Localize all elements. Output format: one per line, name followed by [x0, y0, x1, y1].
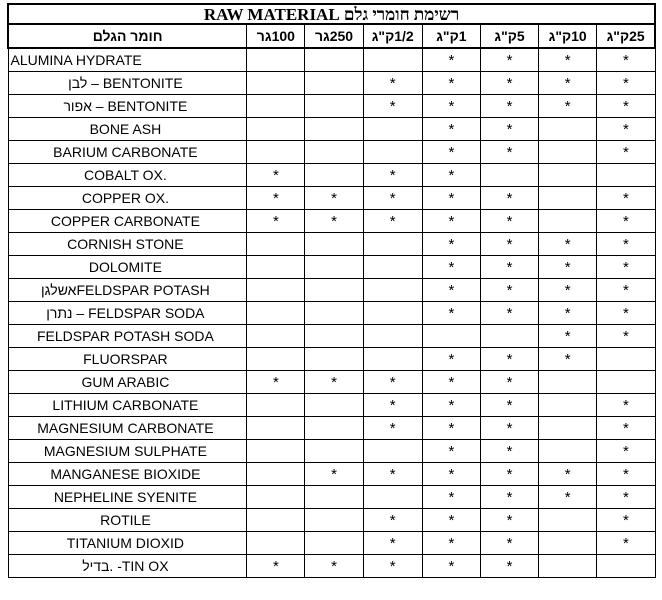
availability-cell	[363, 232, 422, 255]
availability-cell: *	[363, 209, 422, 232]
availability-cell	[597, 347, 655, 370]
availability-cell: *	[247, 370, 305, 393]
availability-cell: *	[480, 462, 538, 485]
availability-cell: *	[597, 117, 655, 140]
availability-cell	[422, 324, 480, 347]
availability-cell	[305, 393, 363, 416]
availability-cell: *	[539, 278, 597, 301]
availability-cell	[305, 324, 363, 347]
availability-cell	[247, 508, 305, 531]
availability-cell	[480, 163, 538, 186]
availability-cell	[305, 485, 363, 508]
availability-cell	[539, 416, 597, 439]
availability-cell: *	[422, 278, 480, 301]
availability-cell	[539, 554, 597, 577]
availability-cell: *	[480, 370, 538, 393]
availability-cell: *	[480, 485, 538, 508]
table-row	[8, 71, 655, 94]
availability-cell	[305, 71, 363, 94]
availability-cell: *	[539, 232, 597, 255]
availability-cell: *	[539, 301, 597, 324]
availability-cell	[539, 531, 597, 554]
availability-cell	[480, 324, 538, 347]
availability-cell: *	[597, 48, 655, 71]
availability-cell: *	[597, 324, 655, 347]
availability-cell: *	[480, 117, 538, 140]
availability-cell: *	[363, 508, 422, 531]
table-row	[8, 163, 655, 186]
availability-cell: *	[363, 71, 422, 94]
availability-cell: *	[422, 370, 480, 393]
availability-cell	[539, 140, 597, 163]
availability-cell: *	[597, 439, 655, 462]
material-name: MAGNESIUM CARBONATE	[8, 416, 247, 439]
availability-cell: *	[480, 255, 538, 278]
table-row	[8, 232, 655, 255]
availability-cell	[305, 140, 363, 163]
table-row	[8, 209, 655, 232]
material-name: לבן – BENTONITE	[8, 71, 247, 94]
table-row	[8, 554, 655, 577]
availability-cell: *	[539, 462, 597, 485]
material-name: NEPHELINE SYENITE	[8, 485, 247, 508]
availability-cell: *	[597, 186, 655, 209]
availability-cell: *	[247, 186, 305, 209]
availability-cell: *	[539, 48, 597, 71]
availability-cell	[247, 71, 305, 94]
availability-cell: *	[480, 94, 538, 117]
availability-cell: *	[422, 531, 480, 554]
availability-cell: *	[480, 48, 538, 71]
availability-cell: *	[597, 393, 655, 416]
table-row	[8, 370, 655, 393]
availability-cell	[305, 94, 363, 117]
header-quantity: 1ק"ג	[422, 24, 480, 48]
availability-cell: *	[597, 508, 655, 531]
availability-cell	[539, 439, 597, 462]
availability-cell: *	[480, 554, 538, 577]
availability-cell: *	[422, 485, 480, 508]
availability-cell: *	[539, 71, 597, 94]
availability-cell: *	[539, 347, 597, 370]
availability-cell: *	[422, 462, 480, 485]
availability-cell: *	[422, 209, 480, 232]
material-name: אפור – BENTONITE	[8, 94, 247, 117]
availability-cell: *	[480, 393, 538, 416]
availability-cell: *	[480, 416, 538, 439]
material-name: LITHIUM CARBONATE	[8, 393, 247, 416]
availability-cell: *	[422, 301, 480, 324]
availability-cell: *	[480, 186, 538, 209]
availability-cell: *	[597, 301, 655, 324]
availability-cell	[539, 393, 597, 416]
table-header-row	[8, 24, 655, 48]
availability-cell: *	[480, 140, 538, 163]
material-name: COBALT OX.	[8, 163, 247, 186]
availability-cell	[305, 439, 363, 462]
availability-cell: *	[422, 232, 480, 255]
availability-cell: *	[422, 393, 480, 416]
material-name: COPPER OX.	[8, 186, 247, 209]
table-row	[8, 485, 655, 508]
availability-cell: *	[597, 255, 655, 278]
availability-cell	[247, 94, 305, 117]
availability-cell	[247, 347, 305, 370]
availability-cell: *	[597, 531, 655, 554]
availability-cell	[305, 347, 363, 370]
availability-cell	[363, 117, 422, 140]
availability-cell	[597, 163, 655, 186]
availability-cell: *	[363, 462, 422, 485]
availability-cell: *	[422, 554, 480, 577]
availability-cell	[363, 48, 422, 71]
availability-cell: *	[247, 554, 305, 577]
material-name: נתרן – FELDSPAR SODA	[8, 301, 247, 324]
material-name: FLUORSPAR	[8, 347, 247, 370]
material-name: ALUMINA HYDRATE	[8, 48, 247, 71]
availability-cell	[305, 48, 363, 71]
availability-cell: *	[305, 462, 363, 485]
table-row	[8, 347, 655, 370]
availability-cell: *	[480, 301, 538, 324]
material-name: FELDSPAR POTASH SODA	[8, 324, 247, 347]
header-quantity: 100גר	[247, 24, 305, 48]
availability-cell: *	[422, 508, 480, 531]
availability-cell	[539, 209, 597, 232]
availability-cell: *	[422, 71, 480, 94]
material-name: BARIUM CARBONATE	[8, 140, 247, 163]
availability-cell	[363, 140, 422, 163]
availability-cell: *	[480, 278, 538, 301]
availability-cell	[305, 278, 363, 301]
availability-cell	[247, 232, 305, 255]
availability-cell	[539, 186, 597, 209]
availability-cell: *	[422, 347, 480, 370]
availability-cell	[363, 301, 422, 324]
table-row	[8, 94, 655, 117]
availability-cell	[305, 416, 363, 439]
material-name: ROTILE	[8, 508, 247, 531]
table-row	[8, 278, 655, 301]
material-name: COPPER CARBONATE	[8, 209, 247, 232]
material-name: GUM ARABIC	[8, 370, 247, 393]
availability-cell	[247, 416, 305, 439]
table-row	[8, 324, 655, 347]
availability-cell	[305, 117, 363, 140]
availability-cell	[597, 370, 655, 393]
header-quantity: 1/2ק"ג	[363, 24, 422, 48]
availability-cell: *	[363, 163, 422, 186]
availability-cell: *	[422, 140, 480, 163]
availability-cell: *	[247, 209, 305, 232]
availability-cell	[363, 324, 422, 347]
availability-cell	[305, 508, 363, 531]
header-quantity: 10ק"ג	[539, 24, 597, 48]
table-row	[8, 117, 655, 140]
availability-cell	[305, 163, 363, 186]
availability-cell	[247, 48, 305, 71]
availability-cell	[363, 439, 422, 462]
material-name: BONE ASH	[8, 117, 247, 140]
availability-cell: *	[305, 209, 363, 232]
material-name: MANGANESE BIOXIDE	[8, 462, 247, 485]
material-name: DOLOMITE	[8, 255, 247, 278]
table-row	[8, 301, 655, 324]
availability-cell: *	[597, 485, 655, 508]
availability-cell: *	[480, 71, 538, 94]
availability-cell: *	[597, 140, 655, 163]
availability-cell	[539, 117, 597, 140]
availability-cell: *	[422, 255, 480, 278]
header-quantity: 5ק"ג	[480, 24, 538, 48]
availability-cell	[305, 232, 363, 255]
header-quantity: 25ק"ג	[597, 24, 655, 48]
page-title: רשימת חומרי גלם RAW MATERIAL	[7, 3, 656, 25]
availability-cell	[539, 163, 597, 186]
availability-cell: *	[422, 163, 480, 186]
material-name: CORNISH STONE	[8, 232, 247, 255]
availability-cell	[305, 531, 363, 554]
availability-cell: *	[539, 485, 597, 508]
availability-cell: *	[363, 416, 422, 439]
availability-cell: *	[422, 439, 480, 462]
availability-cell	[597, 554, 655, 577]
table-row	[8, 462, 655, 485]
availability-cell: *	[363, 94, 422, 117]
table-row	[8, 439, 655, 462]
material-name: TITANIUM DIOXID	[8, 531, 247, 554]
availability-cell: *	[480, 439, 538, 462]
availability-cell	[247, 439, 305, 462]
availability-cell: *	[305, 186, 363, 209]
material-name: בדיל. -TIN OX	[8, 554, 247, 577]
availability-cell: *	[422, 94, 480, 117]
availability-cell: *	[480, 232, 538, 255]
availability-cell	[247, 278, 305, 301]
availability-cell	[247, 301, 305, 324]
availability-cell: *	[597, 462, 655, 485]
availability-cell: *	[305, 554, 363, 577]
availability-cell: *	[363, 554, 422, 577]
availability-cell: *	[597, 416, 655, 439]
availability-cell	[247, 140, 305, 163]
availability-cell: *	[363, 370, 422, 393]
availability-cell: *	[597, 71, 655, 94]
table-row	[8, 531, 655, 554]
availability-cell: *	[422, 117, 480, 140]
availability-cell: *	[597, 209, 655, 232]
availability-cell: *	[480, 531, 538, 554]
table-row	[8, 393, 655, 416]
availability-cell	[247, 393, 305, 416]
availability-cell: *	[597, 232, 655, 255]
availability-cell: *	[539, 94, 597, 117]
header-quantity: 250גר	[305, 24, 363, 48]
table-row	[8, 416, 655, 439]
availability-cell: *	[539, 324, 597, 347]
table-row	[8, 508, 655, 531]
availability-cell	[305, 255, 363, 278]
availability-cell	[247, 485, 305, 508]
material-name: MAGNESIUM SULPHATE	[8, 439, 247, 462]
availability-cell	[363, 278, 422, 301]
availability-cell: *	[305, 370, 363, 393]
material-name: אשלגןFELDSPAR POTASH	[8, 278, 247, 301]
availability-cell	[539, 370, 597, 393]
table-row	[8, 186, 655, 209]
availability-cell	[247, 462, 305, 485]
availability-cell: *	[422, 416, 480, 439]
availability-cell: *	[480, 209, 538, 232]
availability-cell	[539, 508, 597, 531]
availability-cell	[363, 347, 422, 370]
table-row	[8, 140, 655, 163]
raw-material-sheet	[7, 3, 656, 578]
availability-cell	[363, 485, 422, 508]
availability-cell	[247, 531, 305, 554]
availability-cell: *	[422, 48, 480, 71]
availability-cell	[247, 117, 305, 140]
header-material-name: חומר הגלם	[8, 24, 247, 48]
availability-cell: *	[363, 531, 422, 554]
materials-table	[7, 23, 656, 578]
availability-cell: *	[363, 186, 422, 209]
availability-cell	[363, 255, 422, 278]
table-row	[8, 255, 655, 278]
availability-cell: *	[247, 163, 305, 186]
availability-cell: *	[422, 186, 480, 209]
availability-cell: *	[480, 508, 538, 531]
availability-cell: *	[363, 393, 422, 416]
availability-cell	[247, 324, 305, 347]
availability-cell: *	[539, 255, 597, 278]
availability-cell: *	[480, 347, 538, 370]
availability-cell	[247, 255, 305, 278]
availability-cell: *	[597, 278, 655, 301]
table-row	[8, 48, 655, 71]
availability-cell	[305, 301, 363, 324]
availability-cell: *	[597, 94, 655, 117]
